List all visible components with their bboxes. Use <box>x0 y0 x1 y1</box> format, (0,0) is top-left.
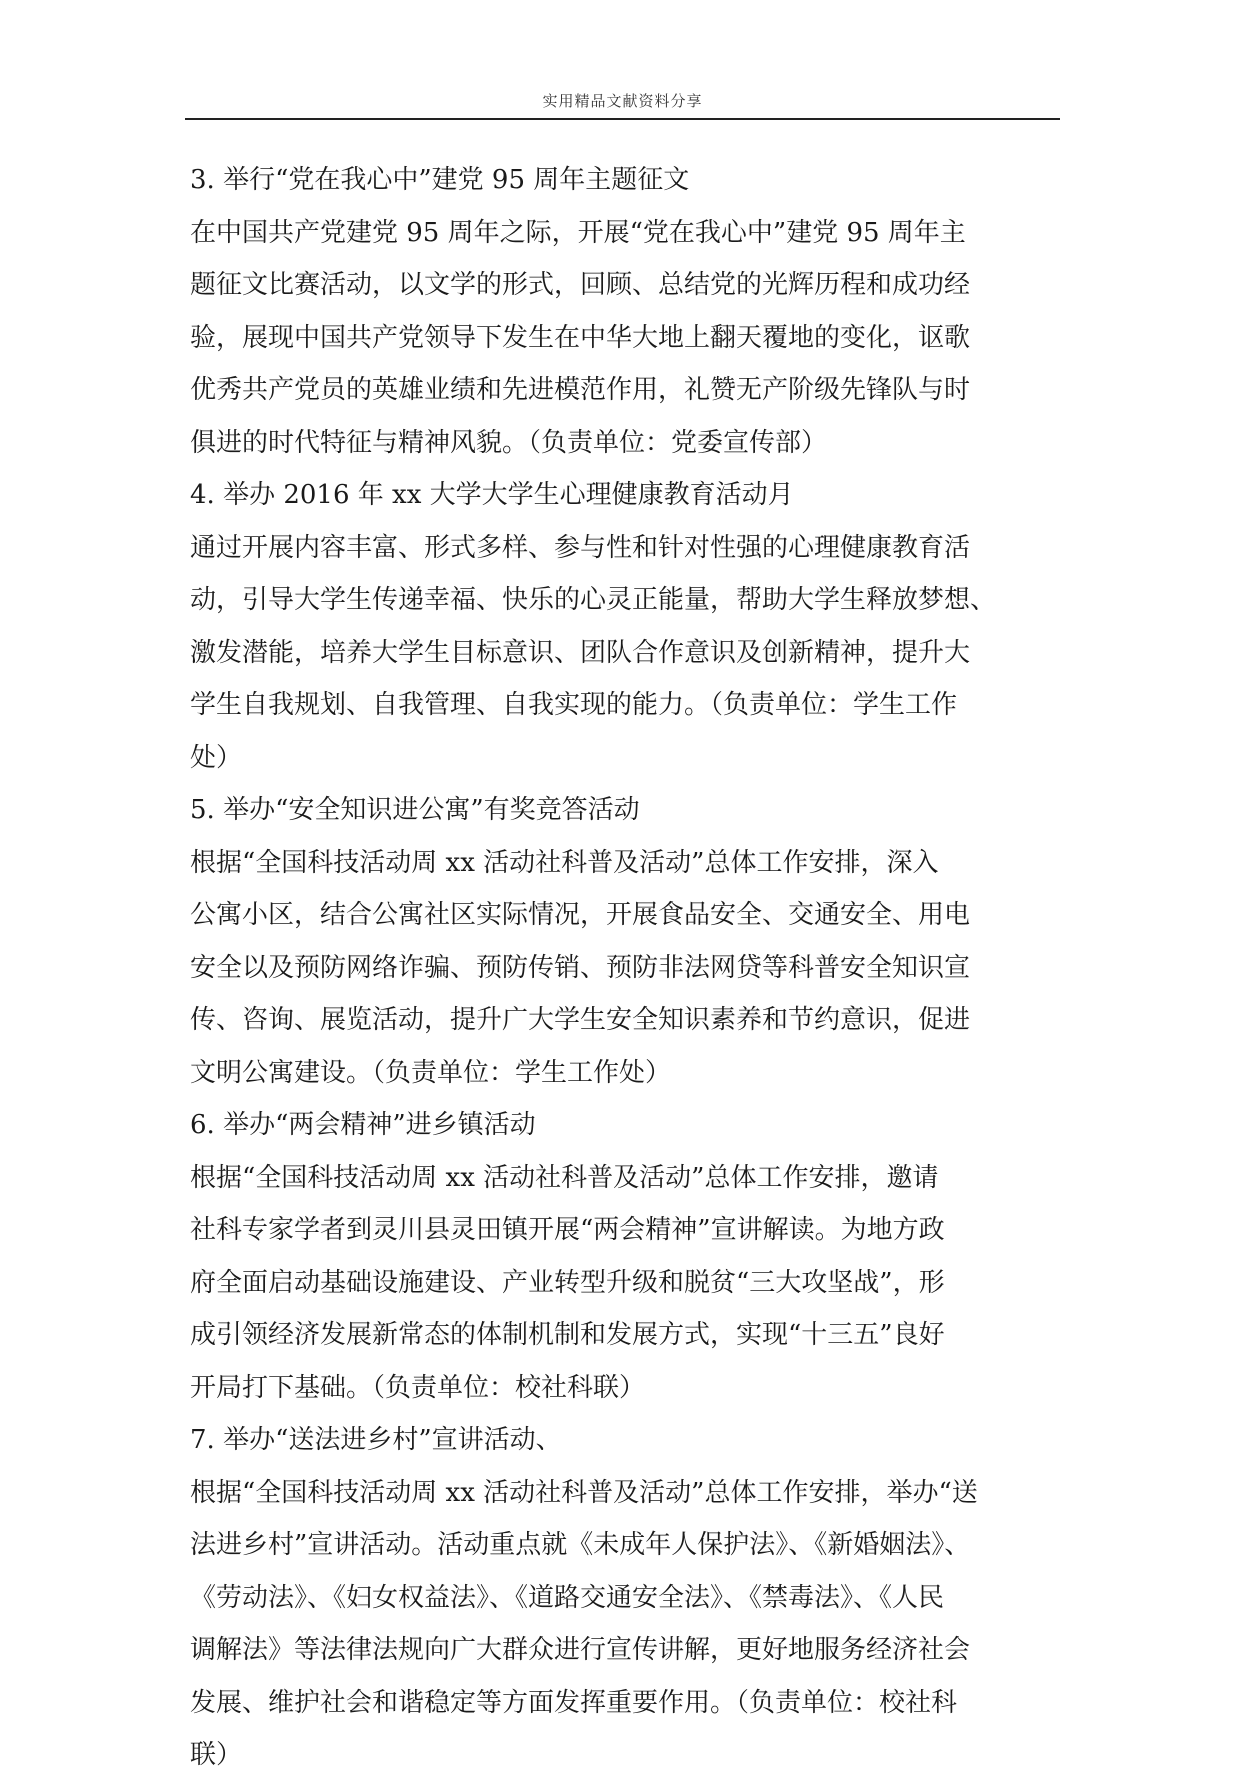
body-line: 俱进的时代特征与精神风貌。（负责单位：党委宣传部） <box>190 427 828 458</box>
page-header <box>185 84 1060 120</box>
section-heading-6: 6. 举办“两会精神”进乡镇活动 <box>190 1110 536 1140</box>
body-line: 府全面启动基础设施建设、产业转型升级和脱贫“三大攻坚战”，形 <box>190 1267 945 1298</box>
body-line: 根据“全国科技活动周 xx 活动社科普及活动”总体工作安排，举办“送 <box>190 1477 978 1508</box>
body-line: 公寓小区，结合公寓社区实际情况，开展食品安全、交通安全、用电 <box>190 900 971 930</box>
body-line: 成引领经济发展新常态的体制机制和发展方式，实现“十三五”良好 <box>190 1320 945 1350</box>
body-line: 题征文比赛活动，以文学的形式，回顾、总结党的光辉历程和成功经 <box>190 270 971 300</box>
body-line: 调解法》等法律法规向广大群众进行宣传讲解，更好地服务经济社会 <box>190 1635 971 1665</box>
body-line: 文明公寓建设。（负责单位：学生工作处） <box>190 1057 672 1088</box>
body-line: 激发潜能，培养大学生目标意识、团队合作意识及创新精神，提升大 <box>190 637 971 668</box>
body-line: 联） <box>190 1740 243 1770</box>
section-heading-7: 7. 举办“送法进乡村”宣讲活动、 <box>190 1425 562 1455</box>
body-line: 安全以及预防网络诈骗、预防传销、预防非法网贷等科普安全知识宣 <box>190 952 971 983</box>
body-line: 动，引导大学生传递幸福、快乐的心灵正能量，帮助大学生释放梦想、 <box>190 585 997 615</box>
section-heading-4: 4. 举办 2016 年 xx 大学大学生心理健康教育活动月 <box>190 480 794 510</box>
body-line: 处） <box>190 742 243 773</box>
body-line: 社科专家学者到灵川县灵田镇开展“两会精神”宣讲解读。为地方政 <box>190 1215 945 1245</box>
section-heading-5: 5. 举办“安全知识进公寓”有奖竞答活动 <box>190 795 640 825</box>
body-line: 传、咨询、展览活动，提升广大学生安全知识素养和节约意识，促进 <box>190 1005 971 1035</box>
body-line: 在中国共产党建党 95 周年之际，开展“党在我心中”建党 95 周年主 <box>190 217 966 248</box>
body-line: 验，展现中国共产党领导下发生在中华大地上翻天覆地的变化，讴歌 <box>190 322 971 353</box>
body-line: 《劳动法》、《妇女权益法》、《道路交通安全法》、《禁毒法》、《人民 <box>190 1582 945 1613</box>
body-line: 学生自我规划、自我管理、自我实现的能力。（负责单位：学生工作 <box>190 690 958 720</box>
section-heading-3: 3. 举行“党在我心中”建党 95 周年主题征文 <box>190 165 690 195</box>
body-line: 通过开展内容丰富、形式多样、参与性和针对性强的心理健康教育活 <box>190 532 971 563</box>
body-line: 优秀共产党员的英雄业绩和先进模范作用，礼赞无产阶级先锋队与时 <box>190 375 971 405</box>
document-body <box>190 154 1060 1782</box>
body-line: 法进乡村”宣讲活动。活动重点就《未成年人保护法》、《新婚姻法》、 <box>190 1530 971 1560</box>
body-line: 根据“全国科技活动周 xx 活动社科普及活动”总体工作安排，邀请 <box>190 1162 939 1193</box>
body-line: 根据“全国科技活动周 xx 活动社科普及活动”总体工作安排，深入 <box>190 847 939 878</box>
body-line: 开局打下基础。（负责单位：校社科联） <box>190 1372 646 1403</box>
body-line: 发展、维护社会和谐稳定等方面发挥重要作用。（负责单位：校社科 <box>190 1687 958 1718</box>
header-title: 实用精品文献资料分享 <box>542 92 703 110</box>
